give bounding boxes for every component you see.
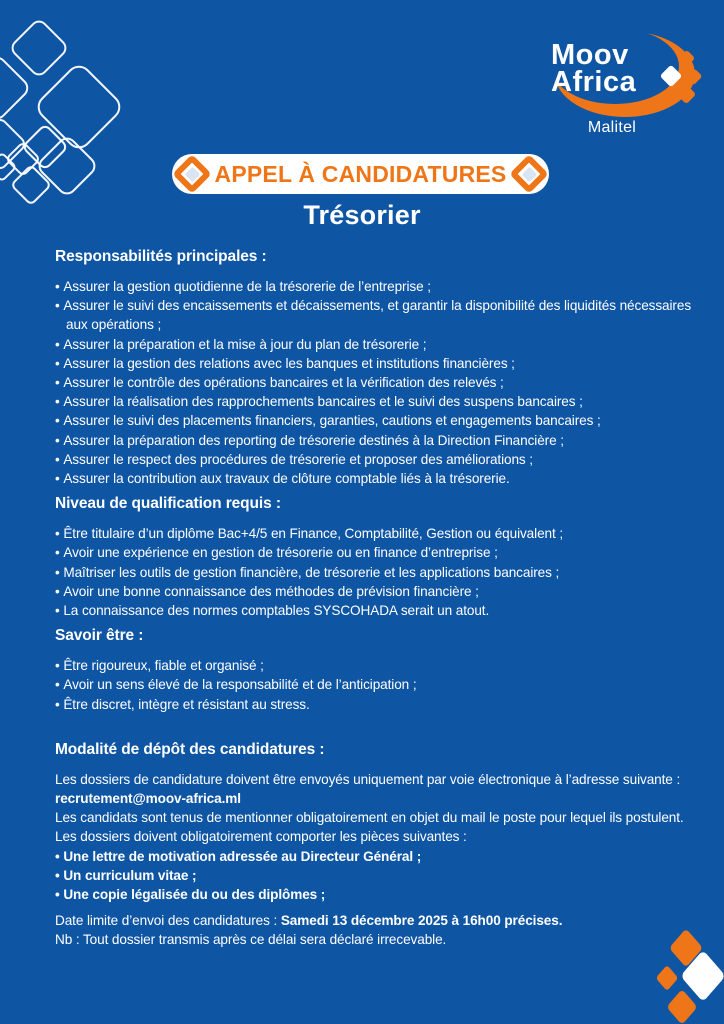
application-docs-intro: Les dossiers doivent obligatoirement comporter les pièces suivantes : — [55, 829, 467, 845]
list-item: • Assurer la gestion des relations avec les banques et institutions financières ; — [55, 354, 697, 373]
deadline-line — [55, 911, 697, 930]
section-heading-qualifications: Niveau de qualification requis : — [55, 495, 281, 513]
list-item: • La connaissance des normes comptables SYSCOHADA serait un atout. — [55, 601, 697, 620]
email-address: recrutement@moov-africa.ml — [55, 791, 241, 807]
list-item: • Assurer le suivi des placements financiers, garanties, cautions et engagements bancaires ; — [55, 411, 697, 430]
deadline-label: Date limite d’envoi des candidatures : — [55, 913, 278, 929]
logo-subtitle: Malitel — [587, 119, 637, 136]
deadline-value: Samedi 13 décembre 2025 à 16h00 précises. — [280, 913, 563, 929]
list-item: • Être discret, intègre et résistant au stress. — [55, 695, 697, 714]
list-item: • Avoir une bonne connaissance des méthodes de prévision financière ; — [55, 582, 697, 601]
list-item: • Avoir une expérience en gestion de trésorerie ou en finance d’entreprise ; — [55, 543, 697, 562]
list-item: • Une copie légalisée du ou des diplômes ; — [55, 885, 697, 904]
qualifications-list — [55, 524, 697, 620]
banner-label: APPEL À CANDIDATURES — [214, 160, 507, 187]
job-title: Trésorier — [303, 200, 421, 230]
moov-africa-logo — [545, 30, 723, 150]
diamond-filled-orange-icon — [656, 965, 679, 991]
banner-diamond-right-icon — [509, 154, 549, 194]
content — [55, 243, 697, 950]
section-heading-application: Modalité de dépôt des candidatures : — [55, 740, 325, 758]
list-item: • Avoir un sens élevé de la responsabilité et de l’anticipation ; — [55, 675, 697, 694]
logo-word-moov: Moov — [551, 39, 629, 71]
diamond-outline-icon — [8, 17, 70, 79]
list-item: • Assurer la contribution aux travaux de clôture comptable liés à la trésorerie. — [55, 469, 697, 488]
section-heading-soft-skills: Savoir être : — [55, 627, 144, 645]
application-intro: Les dossiers de candidature doivent être envoyés uniquement par voie électronique à l’adresse suivante : — [55, 771, 681, 787]
list-item: • Une lettre de motivation adressée au Directeur Général ; — [55, 847, 697, 866]
logo-wordmark — [551, 39, 637, 98]
list-item: • Assurer le respect des procédures de trésorerie et proposer des améliorations ; — [55, 450, 697, 469]
soft-skills-list — [55, 656, 697, 714]
list-item: • Être titulaire d’un diplôme Bac+4/5 en Finance, Comptabilité, Gestion ou équivalent ; — [55, 524, 697, 543]
logo-word-africa: Africa — [551, 66, 637, 98]
banner-diamond-left-icon — [172, 154, 212, 194]
banner — [172, 154, 549, 194]
list-item: • Assurer la gestion quotidienne de la trésorerie de l’entreprise ; — [55, 277, 697, 296]
list-item: • Assurer la réalisation des rapprochements bancaires et le suivi des suspens bancaires ; — [55, 392, 697, 411]
section-heading-responsibilities: Responsabilités principales : — [55, 248, 267, 265]
list-item: • Assurer la préparation des reporting de trésorerie destinés à la Direction Financière ; — [55, 431, 697, 450]
list-item: • Un curriculum vitae ; — [55, 866, 697, 885]
list-item: • Assurer la préparation et la mise à jour du plan de trésorerie ; — [55, 335, 697, 354]
list-item: • Maîtriser les outils de gestion financière, de trésorerie et les applications bancaires ; — [55, 563, 697, 582]
note-line: Nb : Tout dossier transmis après ce délai sera déclaré irrecevable. — [55, 932, 447, 948]
required-docs-list — [55, 847, 697, 905]
responsibilities-list — [55, 277, 697, 488]
list-item: • Assurer le suivi des encaissements et décaissements, et garantir la disponibilité des liquidités nécessaires aux opérations ; — [55, 296, 697, 334]
list-item: • Être rigoureux, fiable et organisé ; — [55, 656, 697, 675]
application-subject-note: Les candidats sont tenus de mentionner obligatoirement en objet du mail le poste pour lequel ils postulent. — [55, 810, 684, 826]
list-item: • Assurer le contrôle des opérations bancaires et la vérification des relevés ; — [55, 373, 697, 392]
diamond-filled-orange-icon — [666, 989, 697, 1024]
